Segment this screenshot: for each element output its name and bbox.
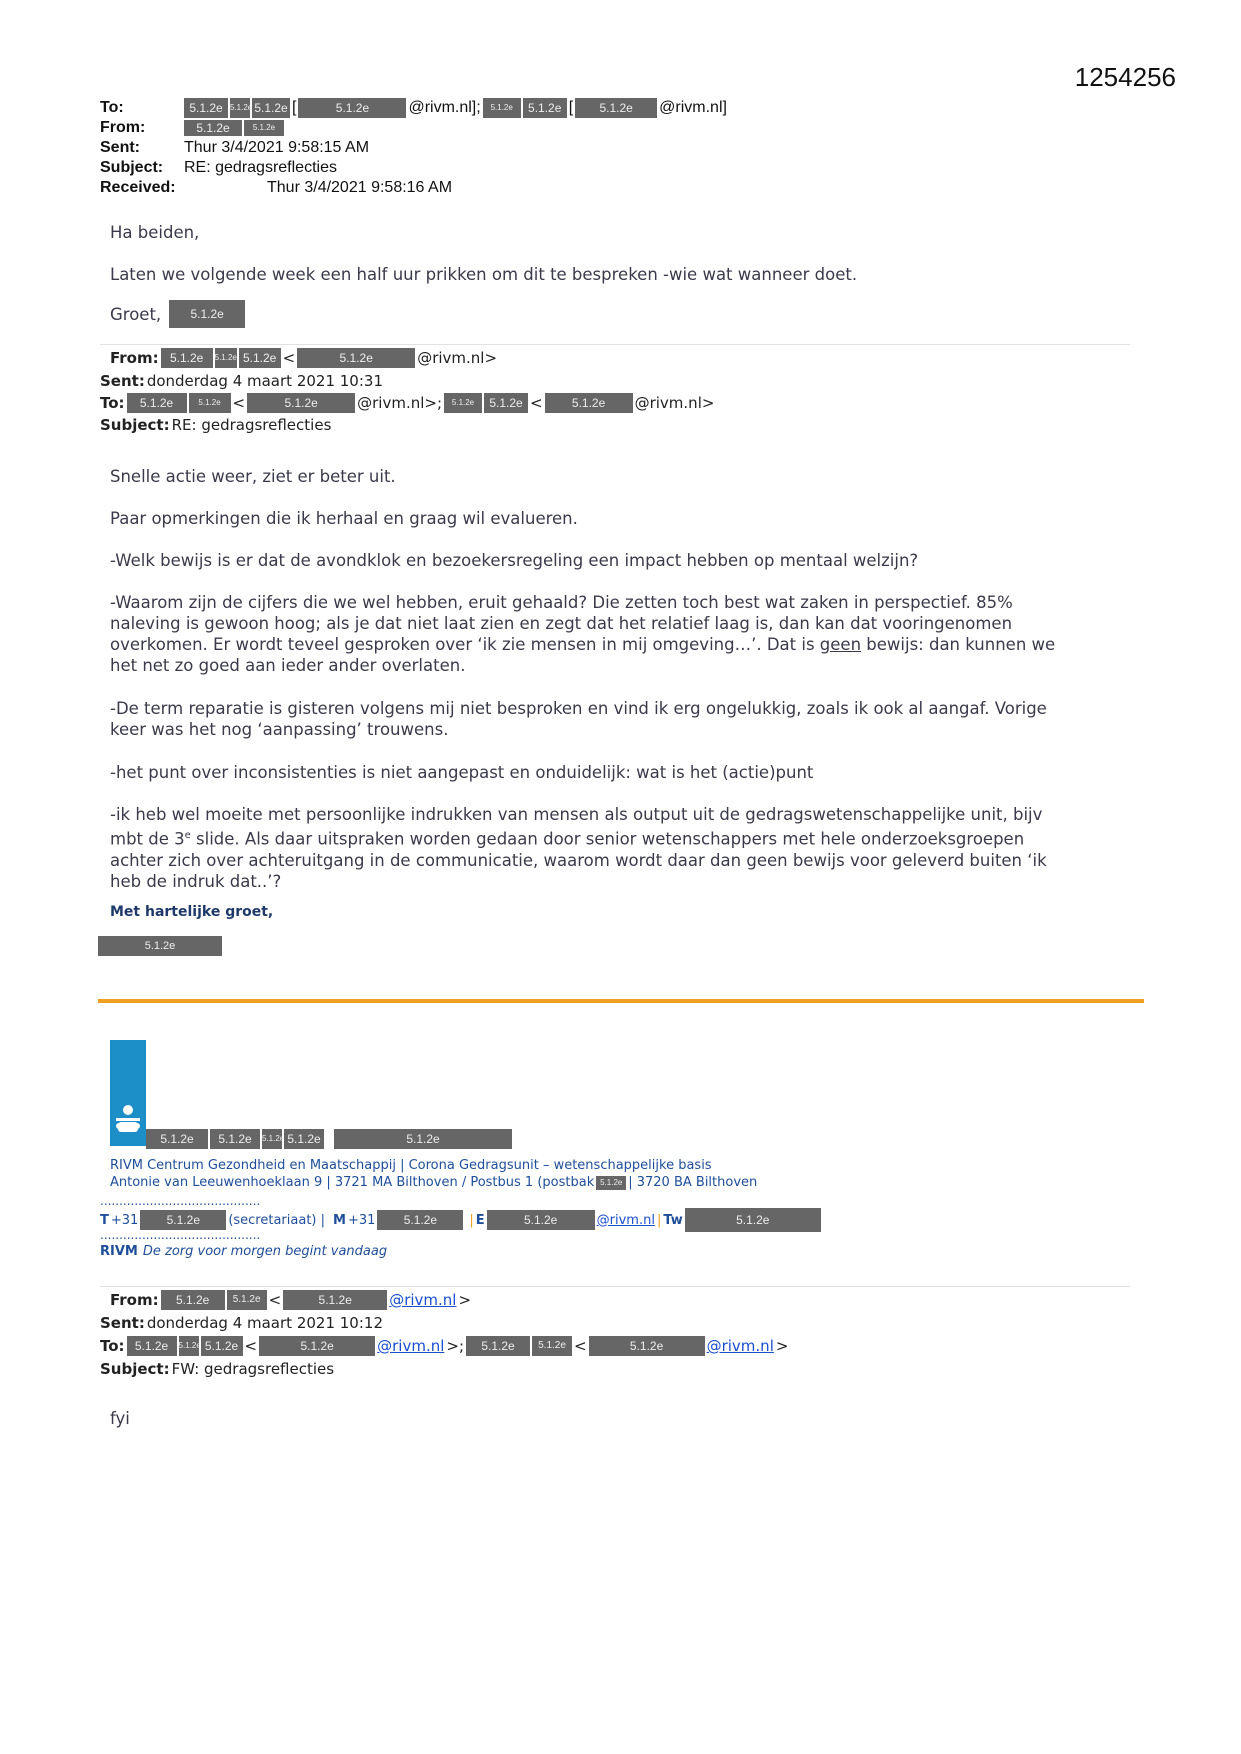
phone-prefix: +31	[110, 1212, 139, 1228]
redaction: 5.1.2e	[483, 98, 521, 118]
redaction: 5.1.2e	[283, 1290, 387, 1310]
signature-address: Antonie van Leeuwenhoeklaan 9 | 3721 MA Bilthoven / Postbus 1 (postbak	[110, 1175, 595, 1190]
msg1-closing-row	[110, 300, 245, 328]
msg3-from-email[interactable]: @rivm.nl	[389, 1291, 457, 1309]
redaction: 5.1.2e	[247, 393, 355, 413]
msg3-to-row: To: 5.1.2e 5.1.2e 5.1.2e < 5.1.2e @rivm.nl >; 5.1.2e 5.1.2e < 5.1.2e @rivm.nl >	[100, 1337, 789, 1355]
msg3-subject-row	[100, 1360, 334, 1378]
redaction: 5.1.2e	[334, 1129, 512, 1149]
msg2-paragraph-term	[110, 698, 1130, 740]
mobile-prefix: +31	[347, 1212, 376, 1228]
redaction: 5.1.2e	[252, 98, 290, 118]
redaction: 5.1.2e	[532, 1336, 572, 1356]
redaction: 5.1.2e	[466, 1336, 530, 1356]
msg2-to-row: To: 5.1.2e 5.1.2e < 5.1.2e @rivm.nl>; 5.1.2e 5.1.2e < 5.1.2e @rivm.nl>	[100, 394, 715, 412]
msg2-paragraph: Snelle actie weer, ziet er beter uit.	[110, 467, 396, 486]
redaction: 5.1.2e	[575, 98, 657, 118]
header-sent-row	[100, 138, 369, 158]
msg2-paragraph: -Welk bewijs is er dat de avondklok en bezoekersregeling een impact hebben op mentaal welzijn?	[110, 551, 919, 570]
text-line	[110, 825, 1130, 850]
redaction: 5.1.2e	[215, 348, 237, 368]
header-received-label: Received:	[100, 179, 176, 196]
redaction: 5.1.2e	[523, 98, 567, 118]
secretariaat-label: (secretariaat) |	[228, 1212, 325, 1228]
signature-tagline	[100, 1244, 387, 1259]
msg3-to-label: To:	[100, 1337, 125, 1355]
dotted-separator: ..........................................	[100, 1228, 261, 1242]
redaction: 5.1.2e	[239, 348, 281, 368]
header-sent-label: Sent:	[100, 139, 140, 156]
msg2-sent-value: donderdag 4 maart 2021 10:31	[146, 372, 383, 390]
msg2-from-label: From:	[110, 349, 159, 367]
msg2-to-suffix: @rivm.nl>	[634, 394, 715, 412]
redaction: 5.1.2e	[179, 1336, 199, 1356]
redaction: 5.1.2e	[487, 1210, 595, 1230]
text-line	[110, 634, 1130, 655]
msg1-greeting: Ha beiden,	[110, 223, 200, 242]
msg3-sent-label: Sent:	[100, 1314, 145, 1332]
msg2-from-row: From: 5.1.2e 5.1.2e 5.1.2e < 5.1.2e @rivm.nl>	[110, 349, 498, 367]
header-from-row	[100, 118, 284, 138]
text-line: achter zich over achteruitgang in de communicatie, waarom wordt daar dan geen bewijs voor geleverd buiten ‘ik	[110, 850, 1047, 870]
header-sent-value: Thur 3/4/2021 9:58:15 AM	[184, 139, 370, 156]
msg1-line: Laten we volgende week een half uur prikken om dit te bespreken -wie wat wanneer doet.	[110, 265, 858, 284]
text-segment: bewijs: dan kunnen we	[861, 635, 1056, 654]
crest-icon	[110, 1040, 146, 1146]
redaction: 5.1.2e	[127, 393, 187, 413]
dotted-separator: ..........................................	[100, 1194, 261, 1208]
redaction: 5.1.2e	[244, 120, 284, 136]
signature-divider	[98, 999, 1144, 1003]
redaction: 5.1.2e	[685, 1208, 821, 1232]
redaction: 5.1.2e	[297, 348, 415, 368]
msg2-subject-value: RE: gedragsreflecties	[171, 416, 332, 434]
msg2-paragraph: Paar opmerkingen die ik herhaal en graag wil evalueren.	[110, 509, 578, 528]
msg3-sent-value: donderdag 4 maart 2021 10:12	[146, 1314, 383, 1332]
rijksoverheid-logo	[110, 1040, 146, 1146]
msg2-to-suffix: @rivm.nl>;	[357, 394, 443, 412]
redaction: 5.1.2e	[98, 936, 222, 956]
msg3-to-email[interactable]: @rivm.nl	[377, 1337, 445, 1355]
redaction: 5.1.2e	[140, 1210, 226, 1230]
msg2-paragraph-evidence	[110, 592, 1130, 676]
redaction: 5.1.2e	[184, 120, 242, 136]
separator	[100, 1286, 1130, 1287]
redaction: 5.1.2e	[161, 1290, 225, 1310]
separator	[100, 344, 1130, 345]
redaction: 5.1.2e	[444, 393, 482, 413]
header-to-row: To: 5.1.2e 5.1.2e 5.1.2e [ 5.1.2e @rivm.nl]; 5.1.2e 5.1.2e [ 5.1.2e @rivm.nl]	[100, 99, 727, 116]
redaction: 5.1.2e	[146, 1129, 208, 1149]
text-segment: overkomen. Er wordt teveel gesproken over ‘ik zie mensen in mij omgeving…’. Dat is	[110, 635, 820, 654]
msg3-from-row: From: 5.1.2e 5.1.2e < 5.1.2e @rivm.nl >	[110, 1291, 472, 1309]
text-line: -De term reparatie is gisteren volgens mij niet besproken en vind ik erg ongelukkig, zoals ik ook al aangaf. Vorige	[110, 699, 1047, 718]
tagline-text: De zorg voor morgen begint vandaag	[142, 1244, 388, 1259]
msg3-sent-row	[100, 1314, 383, 1332]
msg2-paragraph-impressions	[110, 804, 1130, 892]
underlined-text: geen	[819, 635, 862, 654]
header-received-row	[100, 178, 452, 198]
redaction: 5.1.2e	[545, 393, 633, 413]
msg2-subject-row	[100, 416, 331, 434]
msg3-body: fyi	[110, 1409, 130, 1428]
msg3-subject-value: FW: gedragsreflecties	[171, 1360, 335, 1378]
redaction: 5.1.2e	[596, 1176, 626, 1190]
redaction: 5.1.2e	[169, 300, 245, 328]
phone-label: T	[100, 1212, 109, 1228]
msg3-from-label: From:	[110, 1291, 159, 1309]
redaction: 5.1.2e	[230, 98, 250, 118]
text-segment: mbt de 3	[110, 829, 185, 849]
header-to-label: To:	[100, 99, 124, 116]
redaction: 5.1.2e	[161, 348, 213, 368]
header-subject-label: Subject:	[100, 159, 164, 176]
redaction: 5.1.2e	[589, 1336, 705, 1356]
document-number: 1254256	[1074, 62, 1176, 92]
text-line: het net zo goed aan ieder ander overlaten.	[110, 656, 466, 675]
text-line: -Waarom zijn de cijfers die we wel hebben, eruit gehaald? Die zetten toch best wat zaken in perspectief. 85%	[110, 593, 1013, 612]
signature-contact-row: T +31 5.1.2e (secretariaat) | M +31 5.1.2e | E 5.1.2e @rivm.nl | Tw 5.1.2e	[100, 1208, 821, 1232]
mobile-label: M	[333, 1212, 346, 1228]
redaction: 5.1.2e	[259, 1336, 375, 1356]
msg2-from-suffix: @rivm.nl>	[417, 349, 498, 367]
redaction: 5.1.2e	[262, 1129, 282, 1149]
email-label: E	[475, 1212, 485, 1228]
signature-redacted-name	[146, 1129, 512, 1149]
redaction: 5.1.2e	[298, 98, 406, 118]
redaction: 5.1.2e	[184, 98, 228, 118]
text-line: naleving is gewoon hoog; als je dat niet laat zien en zegt dat het relatief laag is, dan kan dat vooringenomen	[110, 614, 1013, 633]
text-segment: slide. Als daar uitspraken worden gedaan door senior wetenschappers met hele onderzoeksgroepen	[190, 829, 1025, 849]
msg2-sent-label: Sent:	[100, 372, 145, 390]
redaction: 5.1.2e	[284, 1129, 324, 1149]
email-link[interactable]: @rivm.nl	[596, 1212, 655, 1228]
msg2-sent-row	[100, 372, 383, 390]
msg3-subject-label: Subject:	[100, 1360, 170, 1378]
text-line: keer was het nog ‘aanpassing’ trouwens.	[110, 720, 449, 739]
header-received-value: Thur 3/4/2021 9:58:16 AM	[267, 179, 453, 196]
msg3-to-email[interactable]: @rivm.nl	[706, 1337, 774, 1355]
redaction: 5.1.2e	[210, 1129, 260, 1149]
redaction: 5.1.2e	[201, 1336, 243, 1356]
text-line: heb de indruk dat..’?	[110, 871, 282, 891]
header-from-label: From:	[100, 119, 146, 136]
tagline-brand: RIVM	[100, 1244, 138, 1259]
redaction: 5.1.2e	[127, 1336, 177, 1356]
header-to-suffix: @rivm.nl];	[408, 99, 481, 116]
signature-name-row	[98, 936, 222, 956]
twitter-label: Tw	[663, 1212, 683, 1228]
signature-address-row	[110, 1175, 757, 1190]
msg2-subject-label: Subject:	[100, 416, 170, 434]
redaction: 5.1.2e	[227, 1290, 267, 1310]
signature-address: | 3720 BA Bilthoven	[628, 1175, 758, 1190]
redaction: 5.1.2e	[377, 1210, 463, 1230]
msg2-to-label: To:	[100, 394, 125, 412]
redaction: 5.1.2e	[189, 393, 231, 413]
header-subject-value: RE: gedragsreflecties	[184, 159, 337, 176]
superscript: e	[184, 830, 191, 841]
msg2-closing: Met hartelijke groet,	[110, 904, 274, 920]
signature-org: RIVM Centrum Gezondheid en Maatschappij | Corona Gedragsunit – wetenschappelijke basis	[110, 1158, 712, 1173]
msg2-paragraph: -het punt over inconsistenties is niet aangepast en onduidelijk: wat is het (actie)punt	[110, 763, 814, 782]
text-line: -ik heb wel moeite met persoonlijke indrukken van mensen als output uit de gedragswetenschappelijke unit, bijv	[110, 805, 1043, 824]
header-to-suffix: @rivm.nl]	[659, 99, 727, 116]
msg1-closing: Groet,	[110, 304, 162, 324]
redaction: 5.1.2e	[484, 393, 528, 413]
header-subject-row	[100, 158, 337, 178]
